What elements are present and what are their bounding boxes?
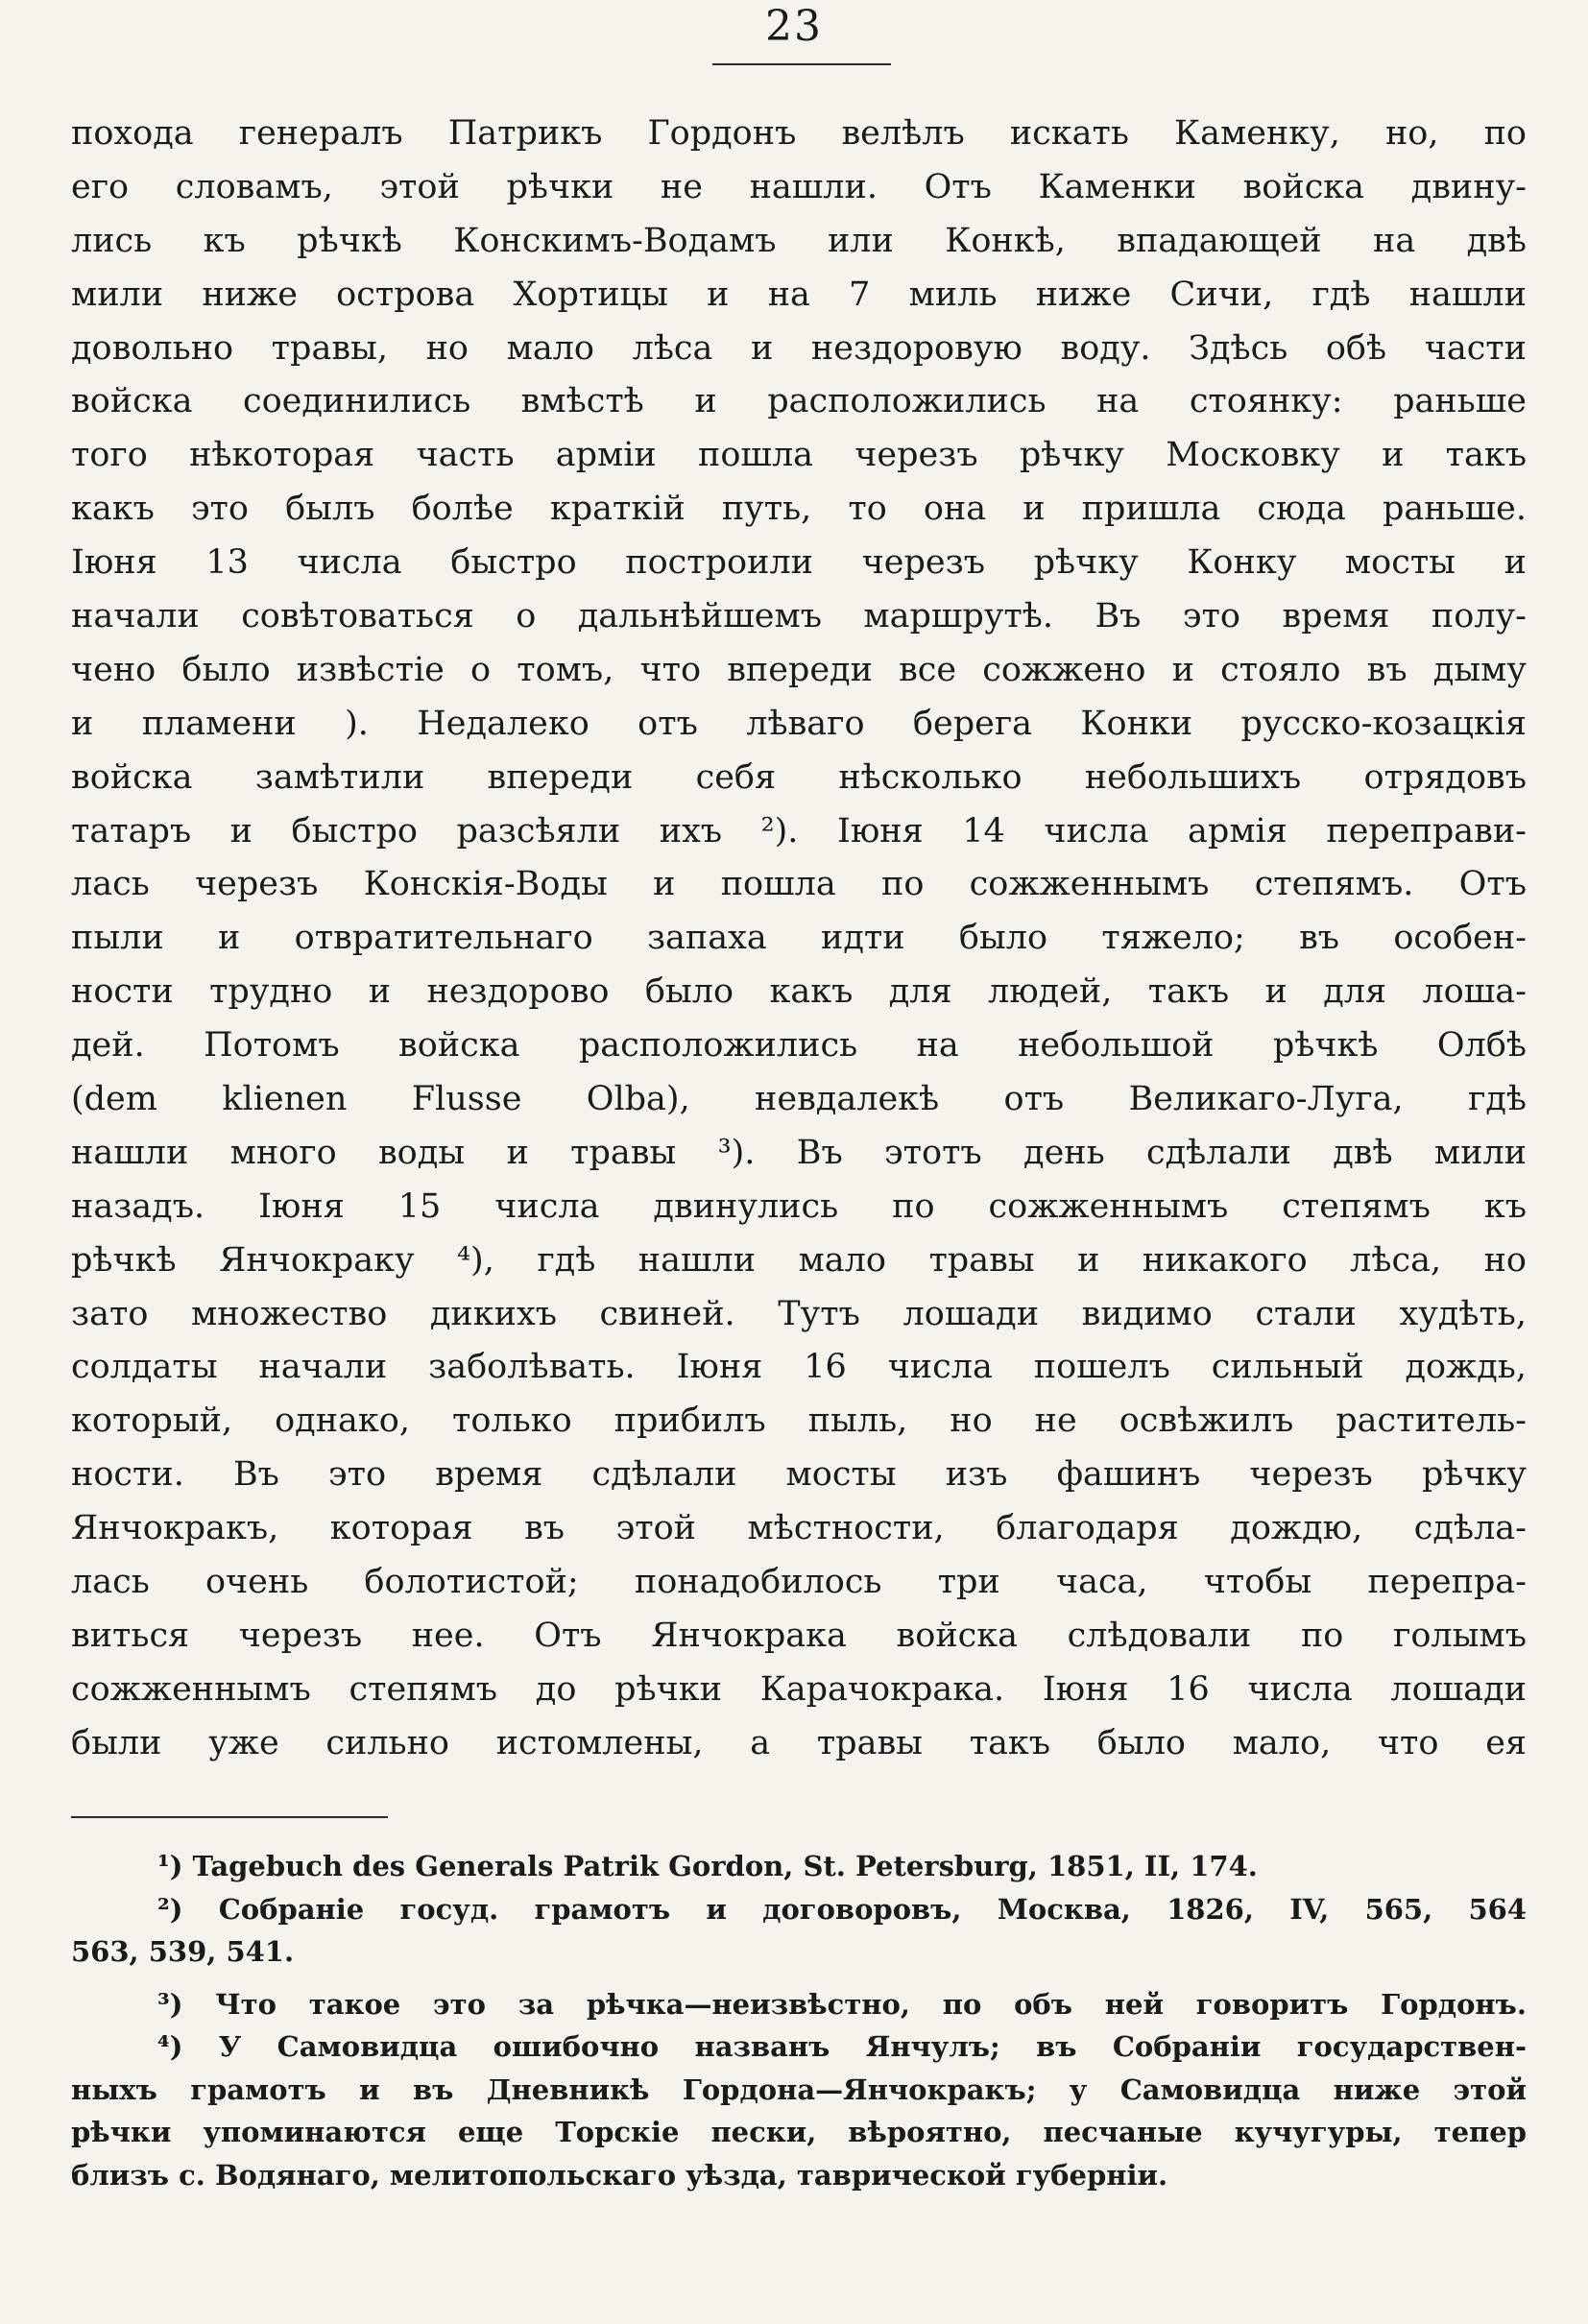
text-line: дей. Потомъ войска расположились на небольшой рѣчкѣ Олбѣ — [71, 1026, 1527, 1066]
text-line: лась очень болотистой; понадобилось три часа, чтобы перепра- — [71, 1563, 1527, 1602]
text-line: войска замѣтили впереди себя нѣсколько небольшихъ отрядовъ — [71, 757, 1527, 797]
text-line: были уже сильно истомлены, а травы такъ было мало, что ея — [71, 1723, 1527, 1762]
text-line: Іюня 13 числа быстро построили черезъ рѣчку Конку мосты и — [71, 543, 1527, 583]
text-line: довольно травы, но мало лѣса и нездоровую воду. Здѣсь обѣ части — [71, 328, 1527, 368]
header-rule — [712, 63, 891, 65]
text-line: похода генералъ Патрикъ Гордонъ велѣлъ искать Каменку, но, по — [71, 114, 1527, 153]
text-line: сожженнымъ степямъ до рѣчки Карачокрака. Іюня 16 числа лошади — [71, 1669, 1527, 1709]
footnote-2: ²) Собраніе госуд. грамотъ и договоровъ, Москва, 1826, IV, 565, 564 — [157, 1892, 1527, 1926]
footnote-4-cont: близъ с. Водянаго, мелитопольскаго уѣзда, таврической губерніи. — [71, 2158, 1168, 2192]
text-line: виться черезъ нее. Отъ Янчокрака войска слѣдовали по голымъ — [71, 1616, 1527, 1655]
text-line: татаръ и быстро разсѣяли ихъ ²). Іюня 14 числа армія переправи- — [71, 811, 1527, 851]
main-text — [71, 108, 1527, 1771]
text-line: мили ниже острова Хортицы и на 7 миль ниже Сичи, гдѣ нашли — [71, 275, 1527, 314]
text-line: нашли много воды и травы ³). Въ этотъ день сдѣлали двѣ мили — [71, 1133, 1527, 1172]
text-line: пыли и отвратительнаго запаха идти было тяжело; въ особен- — [71, 919, 1527, 958]
text-line: солдаты начали заболѣвать. Іюня 16 числа пошелъ сильный дождь, — [71, 1348, 1527, 1387]
footnote-rule — [71, 1816, 388, 1818]
text-line: какъ это былъ болѣе краткій путь, то она и пришла сюда раньше. — [71, 490, 1527, 529]
footnote-4: ⁴) У Самовидца ошибочно названъ Янчулъ; въ Собраніи государствен- — [157, 2030, 1527, 2063]
footnotes — [71, 1845, 1527, 2196]
text-line: того нѣкоторая часть арміи пошла черезъ рѣчку Московку и такъ — [71, 436, 1527, 475]
text-line: рѣчкѣ Янчокраку ⁴), гдѣ нашли мало травы и никакого лѣса, но — [71, 1240, 1527, 1280]
footnote-1: ¹) Tagebuch des Generals Patrik Gordon, St. Petersburg, 1851, II, 174. — [157, 1850, 1258, 1882]
text-line: Янчокракъ, которая въ этой мѣстности, благодаря дождю, сдѣла- — [71, 1509, 1527, 1548]
text-line: войска соединились вмѣстѣ и расположились на стоянку: раньше — [71, 382, 1527, 421]
text-line: ности трудно и нездорово было какъ для людей, такъ и для лошa- — [71, 972, 1527, 1012]
text-line: зато множество дикихъ свиней. Тутъ лошади видимо стали худѣть, — [71, 1294, 1527, 1333]
text-line: чено было извѣстіе о томъ, что впереди все сожжено и стояло въ дыму — [71, 650, 1527, 689]
text-line: его словамъ, этой рѣчки не нашли. Отъ Каменки войска двину- — [71, 167, 1527, 206]
footnote-4-cont: рѣчки упоминаются еще Торскіе пески, вѣроятно, песчаные кучугуры, тепер — [71, 2116, 1527, 2148]
footnote-3: ³) Что такое это за рѣчка—неизвѣстно, по объ ней говоритъ Гордонъ. — [157, 1987, 1527, 2021]
page-number: 23 — [765, 2, 823, 51]
text-line: лась черезъ Конскія-Воды и пошла по сожженнымъ степямъ. Отъ — [71, 865, 1527, 904]
footnote-4-cont: ныхъ грамотъ и въ Дневникѣ Гордона—Янчокракъ; у Самовидца ниже этой — [71, 2072, 1527, 2106]
text-line: назадъ. Іюня 15 числа двинулись по сожженнымъ степямъ къ — [71, 1186, 1527, 1226]
text-line: ности. Въ это время сдѣлали мосты изъ фашинъ черезъ рѣчку — [71, 1455, 1527, 1495]
text-line: лись къ рѣчкѣ Конскимъ-Водамъ или Конкѣ, впадающей на двѣ — [71, 221, 1527, 260]
text-line: который, однако, только прибилъ пыль, но не освѣжилъ раститель- — [71, 1402, 1527, 1441]
text-line: (dem klienen Flusse Olba), невдалекѣ отъ Великаго-Луга, гдѣ — [71, 1080, 1527, 1119]
text-line: и пламени ). Недалеко отъ лѣваго берега Конки русско-козацкія — [71, 704, 1527, 743]
footnote-2-cont: 563, 539, 541. — [71, 1935, 295, 1968]
text-line: начали совѣтоваться о дальнѣйшемъ маршрутѣ. Въ это время полу- — [71, 597, 1527, 636]
